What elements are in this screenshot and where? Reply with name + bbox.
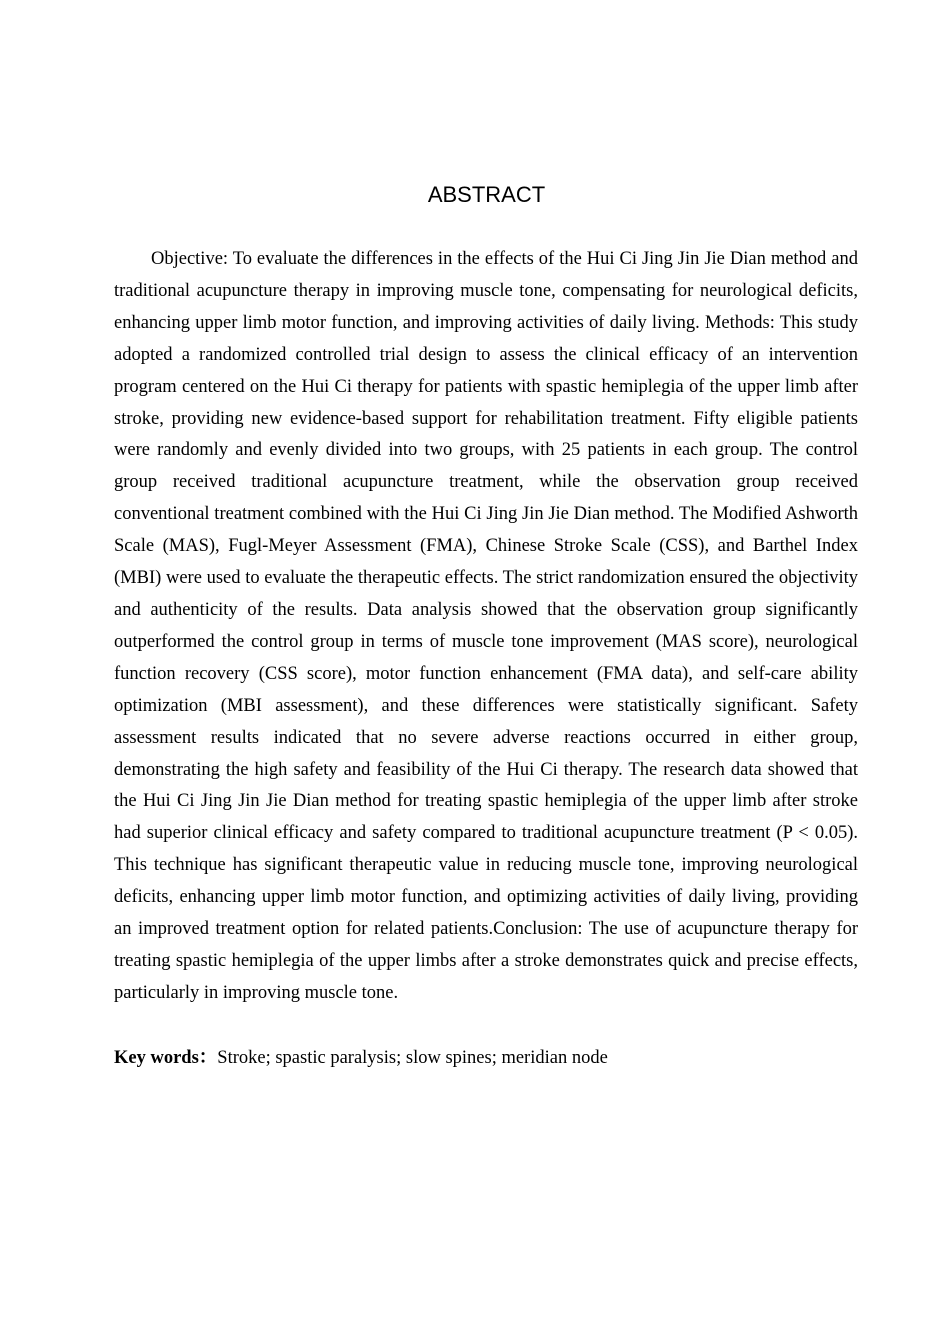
abstract-body: Objective: To evaluate the differences in the effects of the Hui Ci Jing Jin Jie Dian method and traditional acupuncture therapy in improving muscle tone, compensating for neurological deficits, enhancing upper limb motor function, and improving activities of daily living. Methods: This study adopted a randomized controlled trial design to assess the clinical efficacy of an intervention program centered on the Hui Ci therapy for patients with spastic hemiplegia of the upper limb after stroke, providing new evidence-based support for rehabilitation treatment. Fifty eligible patients were randomly and evenly divided into two groups, with 25 patients in each group. The control group received traditional acupuncture treatment, while the observation group received conventional treatment combined with the Hui Ci Jing Jin Jie Dian method. The Modified Ashworth Scale (MAS), Fugl-Meyer Assessment (FMA), Chinese Stroke Scale (CSS), and Barthel Index (MBI) were used to evaluate the therapeutic effects. The strict randomization ensured the objectivity and authenticity of the results. Data analysis showed that the observation group significantly outperformed the control group in terms of muscle tone improvement (MAS score), neurological function recovery (CSS score), motor function enhancement (FMA data), and self-care ability optimization (MBI assessment), and these differences were statistically significant. Safety assessment results indicated that no severe adverse reactions occurred in either group, demonstrating the high safety and feasibility of the Hui Ci therapy. The research data showed that the Hui Ci Jing Jin Jie Dian method for treating spastic hemiplegia of the upper limb after stroke had superior clinical efficacy and safety compared to traditional acupuncture treatment (P < 0.05). This technique has significant therapeutic value in reducing muscle tone, improving neurological deficits, enhancing upper limb motor function, and optimizing activities of daily living, providing an improved treatment option for related patients.Conclusion: The use of acupuncture therapy for treating spastic hemiplegia of the upper limbs after a stroke demonstrates quick and precise effects, particularly in improving muscle tone. (114, 249, 858, 1003)
keywords-text: Stroke; spastic paralysis; slow spines; meridian node (217, 1048, 608, 1068)
keywords-label: Key words： (114, 1048, 218, 1068)
keywords-line (114, 1043, 858, 1073)
abstract-title: ABSTRACT (427, 182, 546, 207)
